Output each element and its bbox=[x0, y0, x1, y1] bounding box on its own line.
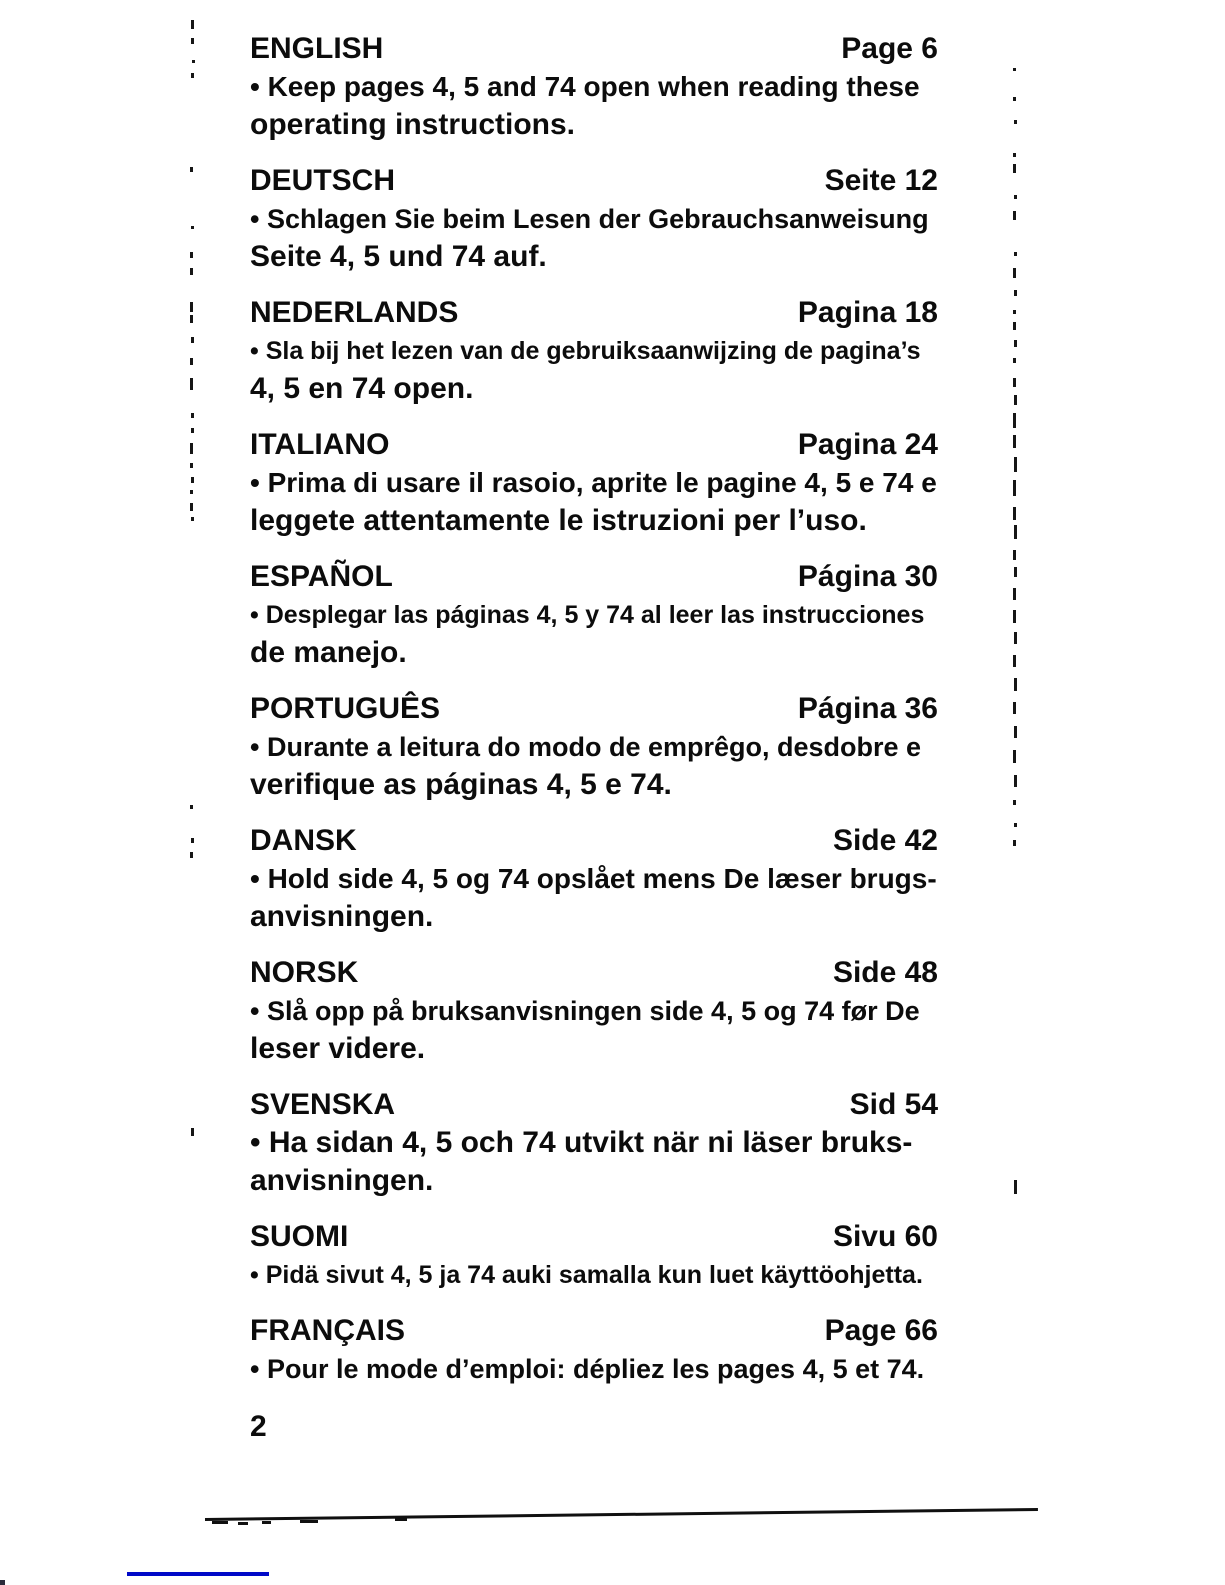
separator-line-fragment bbox=[262, 1521, 271, 1524]
toc-entry bbox=[250, 30, 938, 144]
instruction-text bbox=[250, 728, 938, 804]
scan-artifact-tick bbox=[1013, 378, 1016, 387]
language-label: DANSK bbox=[250, 824, 357, 857]
page-reference: Página 30 bbox=[797, 560, 938, 593]
scan-artifact-tick bbox=[190, 268, 193, 275]
instruction-text bbox=[250, 860, 938, 936]
scan-artifact-tick bbox=[1014, 775, 1017, 787]
instruction-line: leser videre. bbox=[250, 1032, 426, 1065]
scan-artifact-tick bbox=[1013, 702, 1016, 714]
scan-artifact-tick bbox=[1013, 750, 1016, 763]
page-reference: Página 36 bbox=[797, 692, 938, 725]
scan-artifact-tick bbox=[1013, 507, 1016, 520]
page-reference: Pagina 18 bbox=[797, 296, 938, 329]
toc-entry bbox=[250, 426, 938, 540]
toc-entry bbox=[250, 162, 938, 276]
instruction-line: anvisningen. bbox=[250, 900, 434, 933]
scan-artifact-tick bbox=[191, 413, 194, 418]
scan-artifact-tick bbox=[191, 838, 194, 843]
instruction-line: • Ha sidan 4, 5 och 74 utvikt när ni läser bruks- bbox=[250, 1126, 913, 1159]
instruction-text bbox=[250, 332, 938, 408]
scan-artifact-tick bbox=[1013, 164, 1016, 173]
language-label: ENGLISH bbox=[250, 32, 384, 65]
instruction-line: anvisningen. bbox=[250, 1164, 434, 1197]
language-label: SUOMI bbox=[250, 1220, 349, 1253]
scan-artifact-tick bbox=[190, 378, 193, 390]
instruction-line: operating instructions. bbox=[250, 108, 576, 141]
scan-artifact-tick bbox=[191, 337, 194, 343]
page-reference: Side 42 bbox=[832, 824, 938, 857]
instruction-line: 4, 5 en 74 open. bbox=[250, 372, 474, 405]
scan-artifact-tick bbox=[191, 73, 194, 78]
scan-artifact-tick bbox=[1013, 211, 1016, 220]
scan-artifact-tick bbox=[191, 38, 194, 44]
scan-artifact-tick bbox=[1013, 153, 1016, 157]
language-label: ITALIANO bbox=[250, 428, 390, 461]
separator-line-fragment bbox=[300, 1520, 318, 1523]
page-reference: Page 6 bbox=[841, 32, 938, 65]
language-label: ESPAÑOL bbox=[250, 560, 393, 593]
scan-artifact-tick bbox=[191, 20, 194, 29]
scan-artifact-tick bbox=[1014, 678, 1017, 691]
instruction-line: • Pidä sivut 4, 5 ja 74 auki samalla kun luet käyttöohjetta. bbox=[250, 1261, 923, 1289]
toc-entry bbox=[250, 690, 938, 804]
scan-artifact-tick bbox=[190, 252, 193, 258]
page-reference: Seite 12 bbox=[824, 164, 938, 197]
instruction-line: • Pour le mode d’emploi: dépliez les pages 4, 5 et 74. bbox=[250, 1354, 925, 1384]
instruction-line: • Hold side 4, 5 og 74 opslået mens De læser brugs- bbox=[250, 863, 937, 894]
page-reference: Sivu 60 bbox=[832, 1220, 938, 1253]
instruction-line: • Sla bij het lezen van de gebruiksaanwijzing de pagina’s bbox=[250, 337, 921, 365]
instruction-line: de manejo. bbox=[250, 636, 407, 669]
instruction-line: verifique as páginas 4, 5 e 74. bbox=[250, 768, 672, 801]
instruction-text bbox=[250, 1350, 938, 1388]
separator-line-fragment bbox=[212, 1521, 228, 1524]
page-reference: Sid 54 bbox=[849, 1088, 938, 1121]
scan-artifact-tick bbox=[190, 805, 193, 809]
toc-entry bbox=[250, 822, 938, 936]
instruction-text bbox=[250, 596, 938, 672]
scan-artifact-tick bbox=[1014, 632, 1017, 644]
page-number: 2 bbox=[250, 1410, 267, 1443]
scan-artifact-tick bbox=[1014, 1180, 1017, 1194]
scan-artifact-tick bbox=[190, 358, 193, 365]
scan-artifact-tick bbox=[191, 517, 194, 521]
scan-artifact-tick bbox=[1013, 550, 1016, 560]
scan-artifact-tick bbox=[1014, 525, 1017, 539]
language-label: NORSK bbox=[250, 956, 359, 989]
page-reference: Pagina 24 bbox=[797, 428, 938, 461]
corner-speck bbox=[0, 1580, 5, 1585]
scan-artifact-tick bbox=[1013, 480, 1016, 496]
instruction-text bbox=[250, 464, 938, 540]
scan-artifact-tick bbox=[1013, 68, 1016, 71]
language-label: PORTUGUÊS bbox=[250, 692, 441, 725]
scan-artifact-tick bbox=[1013, 610, 1016, 623]
scan-artifact-tick bbox=[190, 463, 193, 468]
scan-artifact-tick bbox=[190, 443, 193, 454]
blue-underline-mark bbox=[127, 1572, 269, 1576]
scan-artifact-tick bbox=[1013, 97, 1016, 101]
scan-artifact-tick bbox=[1013, 435, 1016, 448]
scan-artifact-tick bbox=[1013, 588, 1016, 600]
scan-artifact-tick bbox=[190, 315, 193, 323]
scan-artifact-tick bbox=[1014, 290, 1017, 296]
scan-artifact-tick bbox=[191, 477, 194, 483]
toc-entry bbox=[250, 294, 938, 408]
scan-artifact-tick bbox=[1013, 268, 1016, 278]
language-label: SVENSKA bbox=[250, 1088, 396, 1121]
instruction-line: • Keep pages 4, 5 and 74 open when reading these bbox=[250, 71, 920, 102]
scan-artifact-tick bbox=[191, 428, 194, 433]
toc-entry bbox=[250, 954, 938, 1068]
toc-entries bbox=[250, 30, 938, 1388]
scan-artifact-tick bbox=[1014, 395, 1017, 405]
scan-artifact-tick bbox=[1014, 726, 1017, 738]
scan-artifact-tick bbox=[190, 167, 193, 172]
separator-line-fragment bbox=[238, 1522, 248, 1525]
instruction-text bbox=[250, 200, 938, 276]
language-label: FRANÇAIS bbox=[250, 1314, 405, 1347]
scan-artifact-tick bbox=[1014, 120, 1017, 124]
toc-entry bbox=[250, 1218, 938, 1294]
scan-artifact-tick bbox=[1013, 413, 1016, 428]
toc-entry bbox=[250, 1312, 938, 1388]
instruction-text bbox=[250, 1124, 938, 1200]
scan-artifact-tick bbox=[1014, 340, 1017, 347]
scan-artifact-tick bbox=[1014, 457, 1017, 472]
instruction-line: • Desplegar las páginas 4, 5 y 74 al leer las instrucciones bbox=[250, 601, 925, 629]
instruction-line: leggete attentamente le istruzioni per l’uso. bbox=[250, 504, 867, 537]
scan-artifact-tick bbox=[1013, 310, 1016, 314]
instruction-text bbox=[250, 68, 938, 144]
toc-entry bbox=[250, 558, 938, 672]
language-label: NEDERLANDS bbox=[250, 296, 459, 329]
page-reference: Page 66 bbox=[824, 1314, 938, 1347]
scan-artifact-tick bbox=[190, 852, 193, 858]
separator-line-fragment bbox=[395, 1518, 407, 1521]
language-label: DEUTSCH bbox=[250, 164, 396, 197]
instruction-line: Seite 4, 5 und 74 auf. bbox=[250, 240, 547, 273]
scan-artifact-tick bbox=[191, 1128, 194, 1136]
scan-artifact-tick bbox=[1013, 655, 1016, 667]
scan-artifact-tick bbox=[1013, 358, 1016, 363]
scan-artifact-tick bbox=[191, 226, 194, 229]
scan-artifact-tick bbox=[1013, 800, 1016, 805]
scan-artifact-tick bbox=[1014, 195, 1017, 199]
scan-artifact-tick bbox=[190, 302, 193, 312]
scan-artifact-tick bbox=[1014, 823, 1017, 827]
scan-artifact-tick bbox=[190, 490, 193, 494]
instruction-line: • Prima di usare il rasoio, aprite le pagine 4, 5 e 74 e bbox=[250, 467, 937, 498]
instruction-line: • Durante a leitura do modo de emprêgo, desdobre e bbox=[250, 732, 922, 762]
separator-line bbox=[205, 1508, 1038, 1521]
scan-artifact-tick bbox=[190, 503, 193, 511]
scan-artifact-tick bbox=[1014, 252, 1017, 256]
instruction-text bbox=[250, 992, 938, 1068]
scan-artifact-tick bbox=[1013, 322, 1016, 330]
scan-artifact-tick bbox=[192, 60, 195, 63]
toc-entry bbox=[250, 1086, 938, 1200]
scan-artifact-tick bbox=[1014, 567, 1017, 577]
instruction-line: • Schlagen Sie beim Lesen der Gebrauchsanweisung bbox=[250, 204, 929, 234]
instruction-line: • Slå opp på bruksanvisningen side 4, 5 og 74 før De bbox=[250, 996, 920, 1026]
instruction-text bbox=[250, 1256, 938, 1294]
page-reference: Side 48 bbox=[832, 956, 938, 989]
scan-artifact-tick bbox=[1013, 840, 1016, 846]
language-contents-list bbox=[250, 30, 938, 1446]
